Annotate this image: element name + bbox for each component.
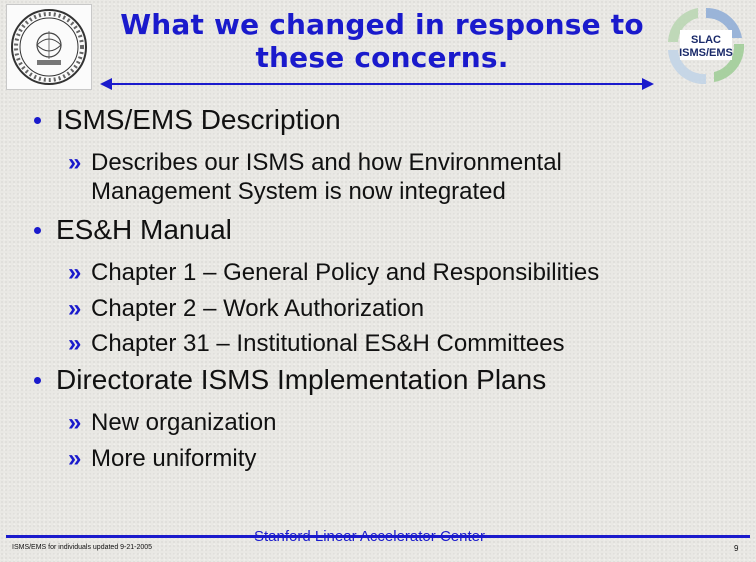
slide: SLAC ISMS/EMS What we changed in response to these concerns. ISMS/EMS Description » Describes our ISMS and how Environmental Management System is now integrated ES&H Manual » Chapter 1 – General Policy and Responsibilities » Chapter 2 – Work Authorization » Chapter 31 – Institutional ES&H Committees Directorate ISMS Implementation Plans » New organization » More uniformity Stanford Linear Accelerator Center ISMS/EMS for individuals updated 9-21-2005 9 bbox=[0, 0, 756, 562]
chevron-marker-icon: » bbox=[68, 259, 82, 286]
title-double-arrow-rule bbox=[100, 76, 654, 92]
chevron-marker-icon: » bbox=[68, 409, 82, 436]
chevron-marker-icon: » bbox=[68, 445, 82, 472]
bullet-dot-icon bbox=[34, 377, 41, 384]
svg-text:SLAC: SLAC bbox=[691, 34, 721, 46]
footer-organization: Stanford Linear Accelerator Center bbox=[254, 528, 485, 545]
bullet-dot-icon bbox=[34, 227, 41, 234]
slide-title bbox=[108, 8, 656, 74]
slac-isms-ems-logo bbox=[662, 4, 750, 86]
title-line-1: What we changed in response to bbox=[120, 8, 644, 41]
bullet-dot-icon bbox=[34, 117, 41, 124]
footer-page-number: 9 bbox=[734, 544, 739, 553]
title-line-2: these concerns. bbox=[255, 41, 509, 74]
chevron-marker-icon: » bbox=[68, 295, 82, 322]
academy-seal-logo bbox=[6, 4, 92, 90]
chevron-marker-icon: » bbox=[68, 330, 82, 357]
svg-text:ISMS/EMS: ISMS/EMS bbox=[679, 47, 733, 59]
footer-document-label: ISMS/EMS for individuals updated 9-21-2005 bbox=[12, 544, 153, 551]
chevron-marker-icon: » bbox=[68, 149, 82, 176]
